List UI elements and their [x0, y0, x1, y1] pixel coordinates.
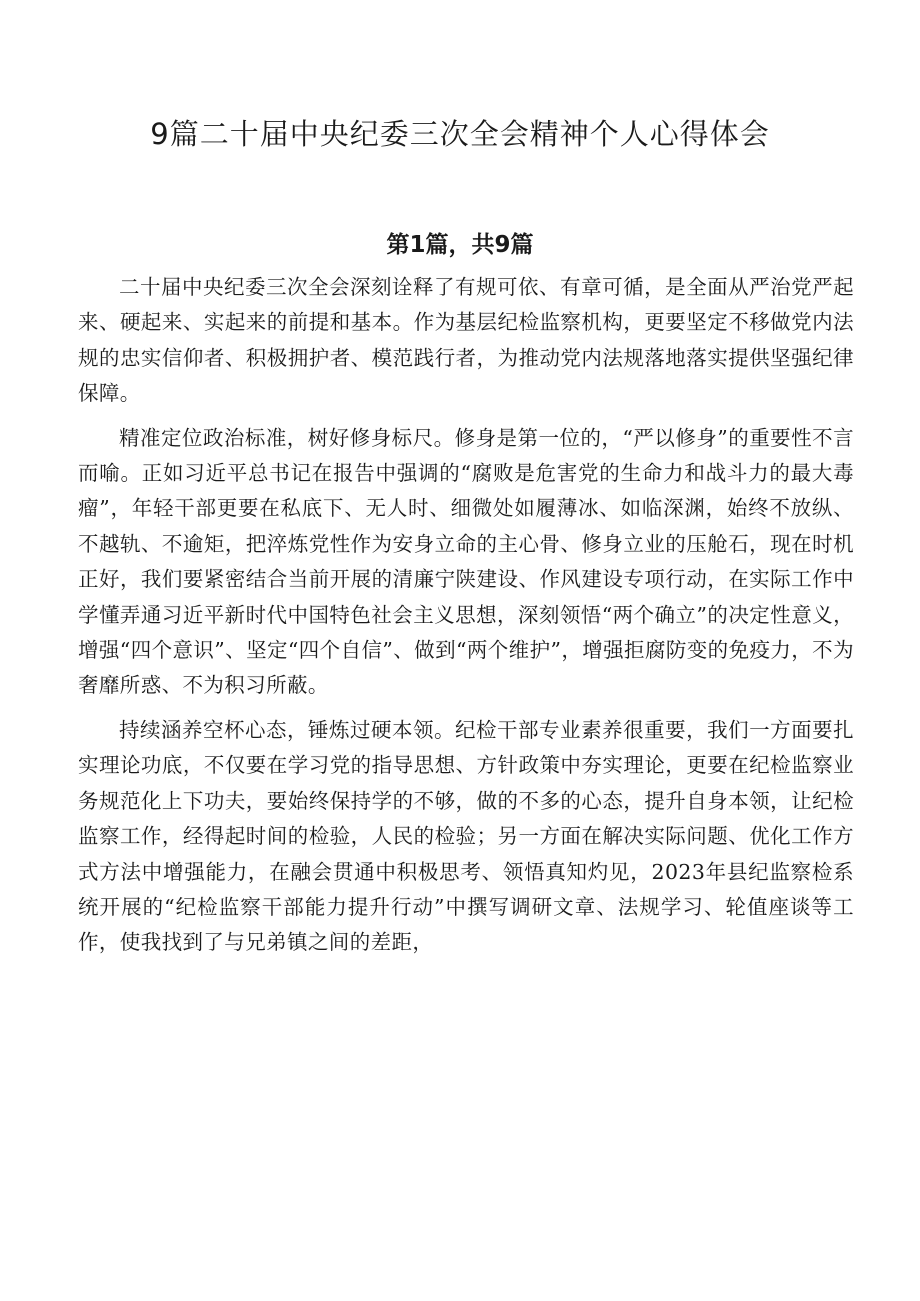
- paragraph-2: 精准定位政治标准，树好修身标尺。修身是第一位的，“严以修身”的重要性不言而喻。正如习近平总书记在报告中强调的“腐败是危害党的生命力和战斗力的最大毒瘤”，年轻干部更要在私底下、无人时、细微处如履薄冰、如临深渊，始终不放纵、不越轨、不逾矩，把淬炼党性作为安身立命的主心骨、修身立业的压舱石，现在时机正好，我们要紧密结合当前开展的清廉宁陕建设、作风建设专项行动，在实际工作中学懂弄通习近平新时代中国特色社会主义思想，深刻领悟“两个确立”的决定性意义，增强“四个意识”、坚定“四个自信”、做到“两个维护”，增强拒腐防变的免疫力，不为奢靡所惑、不为积习所蔽。: [78, 425, 854, 698]
- document-title: 9篇二十届中央纪委三次全会精神个人心得体会: [150, 117, 770, 151]
- document-body: [78, 270, 854, 961]
- part-heading: 第1篇，共9篇: [386, 232, 534, 258]
- paragraph-1: 二十届中央纪委三次全会深刻诠释了有规可依、有章可循，是全面从严治党严起来、硬起来、实起来的前提和基本。作为基层纪检监察机构，更要坚定不移做党内法规的忠实信仰者、积极拥护者、模范践行者，为推动党内法规落地落实提供坚强纪律保障。: [78, 275, 854, 406]
- paragraph-3: 持续涵养空杯心态，锤炼过硬本领。纪检干部专业素养很重要，我们一方面要扎实理论功底，不仅要在学习党的指导思想、方针政策中夯实理论，更要在纪检监察业务规范化上下功夫，要始终保持学的不够，做的不多的心态，提升自身本领，让纪检监察工作，经得起时间的检验，人民的检验；另一方面在解决实际问题、优化工作方式方法中增强能力，在融会贯通中积极思考、领悟真知灼见，2023年县纪监察检系统开展的“纪检监察干部能力提升行动”中撰写调研文章、法规学习、轮值座谈等工作，使我找到了与兄弟镇之间的差距，: [78, 717, 854, 955]
